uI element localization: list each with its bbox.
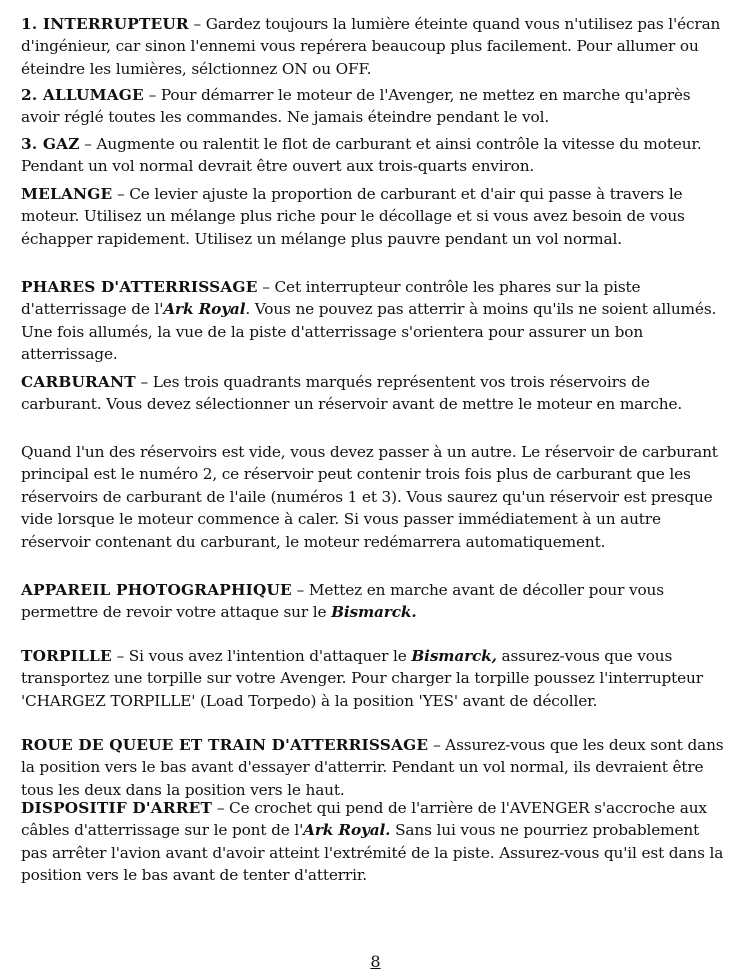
section-heading: CARBURANT	[21, 373, 136, 391]
section-dispositif-arret	[21, 797, 729, 887]
section-reservoirs	[21, 441, 729, 553]
ship-name: Bismarck,	[411, 647, 497, 665]
section-phares	[21, 276, 729, 366]
ship-name: Ark Royal	[163, 300, 246, 319]
section-torpille	[21, 645, 729, 712]
section-body: – Augmente ou ralentit le flot de carburant et ainsi contrôle la vitesse du moteur. Pendant un vol normal devrait être ouvert aux trois-quarts environ.	[21, 135, 702, 176]
section-heading: DISPOSITIF D'ARRET	[21, 799, 213, 817]
section-appareil-photo	[21, 579, 729, 624]
section-body: – Si vous avez l'intention d'attaquer le	[111, 647, 412, 665]
ship-name: Ark Royal.	[303, 821, 391, 840]
section-body: – Mettez en marche avant de décoller pour vous permettre de revoir votre attaque sur le	[21, 581, 664, 622]
section-roue-de-queue	[21, 734, 729, 801]
section-body: Quand l'un des réservoirs est vide, vous devez passer à un autre. Le réservoir de carburant principal est le numéro 2, ce réservoir peut contenir trois fois plus de carburant que les réservoirs de carburant de l'aile (numéros 1 et 3). Vous saurez qu'un réservoir est presque vide lorsque le moteur commence à caler. Si vous passer immédiatement à un autre réservoir contenant du carburant, le moteur redémarrera automatiquement.	[21, 443, 718, 551]
section-body: assurez-vous que vous transportez une torpille sur votre Avenger. Pour charger la torpille poussez l'interrupteur 'CHARGEZ TORPILLE' (Load Torpedo) à la position 'YES' avant de décoller.	[21, 647, 703, 710]
section-heading: 1. INTERRUPTEUR	[21, 15, 189, 33]
section-body: – Pour démarrer le moteur de l'Avenger, ne mettez en marche qu'après avoir réglé toutes les commandes. Ne jamais éteindre pendant le vol.	[21, 86, 691, 127]
section-body: – Les trois quadrants marqués représentent vos trois réservoirs de carburant. Vous devez sélectionner un réservoir avant de mettre le moteur en marche.	[21, 373, 683, 414]
section-heading: MELANGE	[21, 185, 113, 203]
section-body: – Assurez-vous que les deux sont dans la position vers le bas avant d'essayer d'atterrir. Pendant un vol normal, ils devraient être tous les deux dans la position vers le haut.	[21, 736, 724, 799]
section-heading: PHARES D'ATTERRISSAGE	[21, 278, 258, 296]
section-heading: APPAREIL PHOTOGRAPHIQUE	[21, 581, 292, 599]
section-body: – Ce levier ajuste la proportion de carburant et d'air qui passe à travers le moteur. Utilisez un mélange plus riche pour le décollage et si vous avez besoin de vous échapper rapidement. Utilisez un mélange plus pauvre pendant un vol normal.	[21, 185, 685, 248]
section-heading: 2. ALLUMAGE	[21, 86, 144, 104]
section-body: – Ce crochet qui pend de l'arrière de l'AVENGER s'accroche aux câbles d'atterrissage sur le pont de l'	[21, 799, 707, 840]
section-body: – Cet interrupteur contrôle les phares sur la piste d'atterrissage de l'	[21, 278, 641, 319]
section-body: Sans lui vous ne pourriez probablement pas arrêter l'avion avant d'avoir atteint l'extrémité de la piste. Assurez-vous qu'il est dans la position vers le bas avant de tenter d'atterrir.	[21, 821, 724, 885]
section-allumage	[21, 84, 729, 129]
section-body: . Vous ne pouvez pas atterrir à moins qu'ils ne soient allumés. Une fois allumés, la vue de la piste d'atterrissage s'orientera pour assurer un bon atterrissage.	[21, 300, 717, 364]
ship-name: Bismarck.	[331, 603, 417, 622]
section-carburant	[21, 371, 729, 416]
section-melange	[21, 183, 729, 250]
section-heading: ROUE DE QUEUE ET TRAIN D'ATTERRISSAGE	[21, 736, 429, 754]
section-body: – Gardez toujours la lumière éteinte quand vous n'utilisez pas l'écran d'ingénieur, car sinon l'ennemi vous repérera beaucoup plus facilement. Pour allumer ou éteindre les lumières, sélctionnez ON ou OFF.	[21, 15, 721, 78]
section-heading: TORPILLE	[21, 647, 112, 665]
section-interrupteur	[21, 13, 729, 80]
section-heading: 3. GAZ	[21, 135, 80, 153]
page-number: 8	[370, 952, 381, 971]
section-gaz	[21, 133, 729, 178]
